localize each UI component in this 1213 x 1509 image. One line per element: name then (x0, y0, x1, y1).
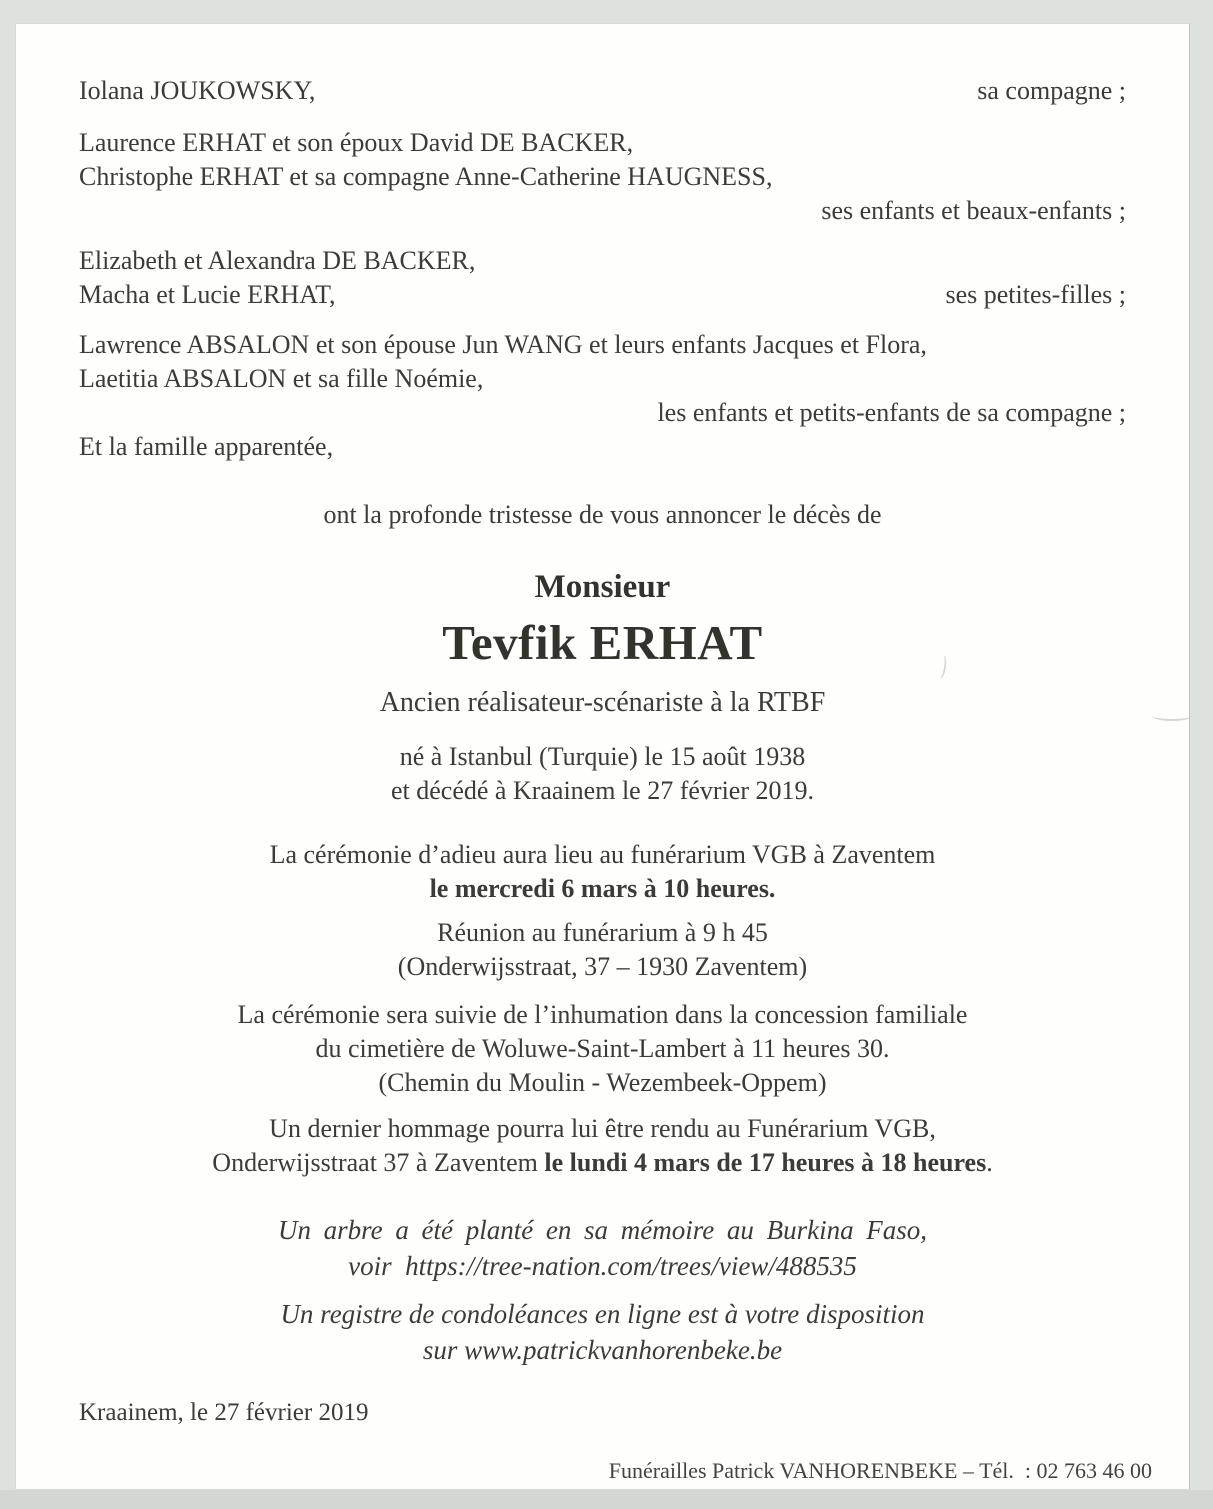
scanner-background-band (0, 1490, 1213, 1509)
birth-line: né à Istanbul (Turquie) le 15 août 1938 (399, 742, 806, 771)
tribute-line-2-end: . (986, 1148, 993, 1177)
register-line-1: Un registre de condoléances en ligne est à votre disposition (280, 1299, 925, 1329)
burial-address-line: (Chemin du Moulin - Wezembeek-Oppem) (378, 1068, 827, 1097)
meeting-address-line: (Onderwijsstraat, 37 – 1930 Zaventem) (397, 952, 808, 981)
funeral-home-line: Funérailles Patrick VANHORENBEKE – Tél. : 02 763 46 00 (608, 1458, 1152, 1483)
granddaughters-line-1: Elizabeth et Alexandra DE BACKER, (79, 246, 476, 275)
burial-line-2: du cimetière de Woluwe-Saint-Lambert à 11 heures 30. (315, 1034, 890, 1063)
extended-family-line: Et la famille apparentée, (79, 432, 334, 461)
granddaughters-line-2: Macha et Lucie ERHAT, (79, 280, 336, 309)
ceremony-block (79, 838, 1126, 906)
birth-death-block (79, 740, 1126, 808)
granddaughters-label: ses petites-filles ; (945, 280, 1126, 309)
companion-family-label: les enfants et petits-enfants de sa compagne ; (657, 398, 1126, 427)
tribute-line-2-start: Onderwijsstraat 37 à Zaventem (212, 1148, 545, 1177)
companion-row (79, 74, 1126, 108)
companion-family-line-1: Lawrence ABSALON et son épouse Jun WANG et leurs enfants Jacques et Flora, (79, 330, 927, 359)
tree-memorial-block (79, 1212, 1126, 1284)
tribute-block (79, 1112, 1126, 1180)
granddaughters-row (79, 278, 1126, 312)
meeting-line: Réunion au funérarium à 9 h 45 (437, 918, 768, 947)
deceased-profession: Ancien réalisateur-scénariste à la RTBF (379, 687, 826, 718)
scan-artifact-curve (1152, 711, 1192, 721)
tree-memorial-url: voir https://tree-nation.com/trees/view/488535 (348, 1251, 857, 1281)
burial-line-1: La cérémonie sera suivie de l’inhumation dans la concession familiale (237, 1000, 968, 1029)
tribute-line-1: Un dernier hommage pourra lui être rendu au Funérarium VGB, (269, 1114, 936, 1143)
death-line: et décédé à Kraainem le 27 février 2019. (390, 776, 814, 805)
children-line-1: Laurence ERHAT et son époux David DE BACKER, (79, 128, 634, 157)
children-label: ses enfants et beaux-enfants ; (821, 196, 1126, 225)
companion-label: sa compagne ; (977, 76, 1126, 105)
children-line-2: Christophe ERHAT et sa compagne Anne-Catherine HAUGNESS, (79, 162, 773, 191)
companion-family-line-2: Laetitia ABSALON et sa fille Noémie, (79, 364, 484, 393)
dateline: Kraainem, le 27 février 2019 (79, 1399, 369, 1426)
meeting-block (79, 916, 1126, 984)
tribute-line-2 (79, 1146, 1126, 1180)
deceased-title: Monsieur (534, 569, 671, 605)
tribute-line-2-bold: le lundi 4 mars de 17 heures à 18 heures (544, 1148, 987, 1177)
condolence-register-block (79, 1296, 1126, 1368)
burial-block (79, 998, 1126, 1100)
children-names (79, 126, 1126, 194)
deceased-name: Tevfik ERHAT (442, 615, 763, 670)
register-url: sur www.patrickvanhorenbeke.be (422, 1335, 783, 1365)
ceremony-date-line: le mercredi 6 mars à 10 heures. (429, 874, 776, 903)
ceremony-location-line: La cérémonie d’adieu aura lieu au funérarium VGB à Zaventem (269, 840, 936, 869)
companion-name: Iolana JOUKOWSKY, (79, 76, 316, 105)
tree-line-1: Un arbre a été planté en sa mémoire au Burkina Faso, (277, 1215, 928, 1245)
announcement-line: ont la profonde tristesse de vous annoncer le décès de (323, 500, 882, 529)
death-announcement-card (15, 23, 1190, 1490)
